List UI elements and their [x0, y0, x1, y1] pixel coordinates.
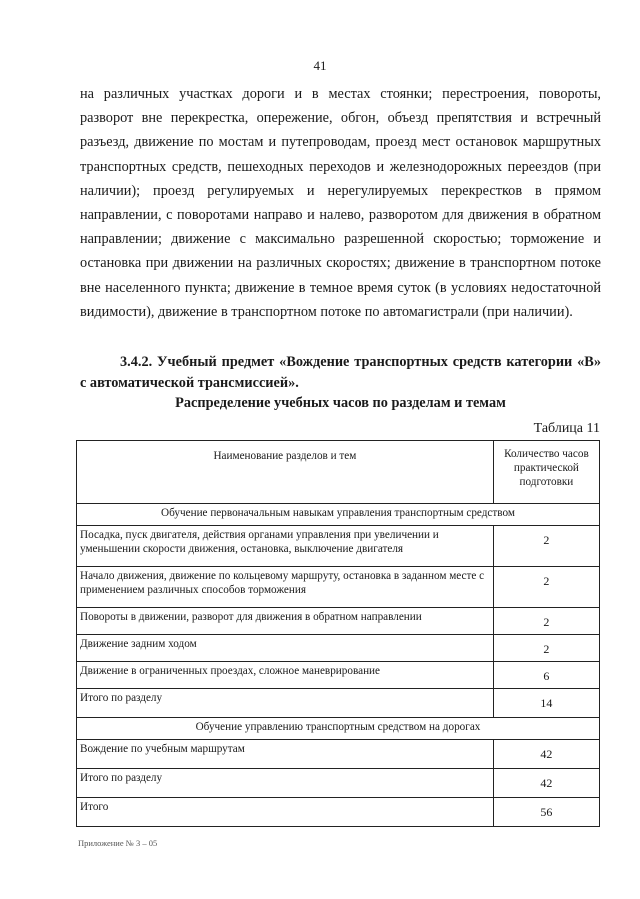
hours-table	[76, 440, 600, 827]
section-heading: 3.4.2. Учебный предмет «Вождение транспортных средств категории «В» с автоматической трансмиссией».	[80, 354, 601, 391]
table-title: Распределение учебных часов по разделам и темам	[175, 395, 506, 411]
topic-hours-cell: 2	[493, 526, 599, 567]
topic-name-cell: Посадка, пуск двигателя, действия органами управления при увеличении и уменьшении скорости движения, остановка, выключение двигателя	[77, 526, 494, 567]
section-row	[77, 718, 600, 740]
table-row	[77, 526, 600, 567]
page-number: 41	[313, 58, 327, 73]
topic-name-cell: Повороты в движении, разворот для движения в обратном направлении	[77, 608, 494, 635]
section-title-cell: Обучение первоначальным навыкам управления транспортным средством	[77, 504, 600, 526]
section-row	[77, 504, 600, 526]
header-hours-cell: Количество часов практической подготовки	[493, 441, 599, 504]
section-total-label: Итого по разделу	[77, 689, 494, 718]
header-name-cell: Наименование разделов и тем	[77, 441, 494, 504]
topic-name-cell: Начало движения, движение по кольцевому маршруту, остановка в заданном месте с применением различных способов торможения	[77, 567, 494, 608]
section-title-cell: Обучение управлению транспортным средством на дорогах	[77, 718, 600, 740]
section-total-row	[77, 769, 600, 798]
section-total-hours: 14	[493, 689, 599, 718]
section-total-row	[77, 689, 600, 718]
table-row	[77, 567, 600, 608]
table-row	[77, 608, 600, 635]
topic-hours-cell: 6	[493, 662, 599, 689]
topic-name-cell: Вождение по учебным маршрутам	[77, 740, 494, 769]
section-total-label: Итого по разделу	[77, 769, 494, 798]
page-footer: Приложение № 3 – 05	[78, 838, 158, 848]
body-paragraph: на различных участках дороги и в местах стоянки; перестроения, повороты, разворот вне перекрестка, опережение, обгон, объезд препятствия и встречный разъезд, движение по мостам и путепроводам, проезд мест остановок маршрутных транспортных средств, пешеходных переходов и железнодорожных переездов (при наличии); проезд регулируемых и нерегулируемых перекрестков в прямом направлении, с поворотами направо и налево, разворотом для движения в обратном направлении; движение с максимально разрешенной скоростью; торможение и остановка при движении на различных скоростях; движение в транспортном потоке вне населенного пункта; движение в темное время суток (в условиях недостаточной видимости), движение в транспортном потоке по автомагистрали (при наличии).	[80, 86, 601, 320]
grand-total-hours: 56	[493, 798, 599, 827]
table-label: Таблица 11	[533, 421, 600, 436]
topic-hours-cell: 2	[493, 567, 599, 608]
table-row	[77, 662, 600, 689]
section-total-hours: 42	[493, 769, 599, 798]
grand-total-row	[77, 798, 600, 827]
topic-hours-cell: 2	[493, 635, 599, 662]
table-row	[77, 635, 600, 662]
table-row	[77, 740, 600, 769]
topic-hours-cell: 42	[493, 740, 599, 769]
topic-hours-cell: 2	[493, 608, 599, 635]
topic-name-cell: Движение в ограниченных проездах, сложное маневрирование	[77, 662, 494, 689]
grand-total-label: Итого	[77, 798, 494, 827]
topic-name-cell: Движение задним ходом	[77, 635, 494, 662]
table-header-row	[77, 441, 600, 504]
